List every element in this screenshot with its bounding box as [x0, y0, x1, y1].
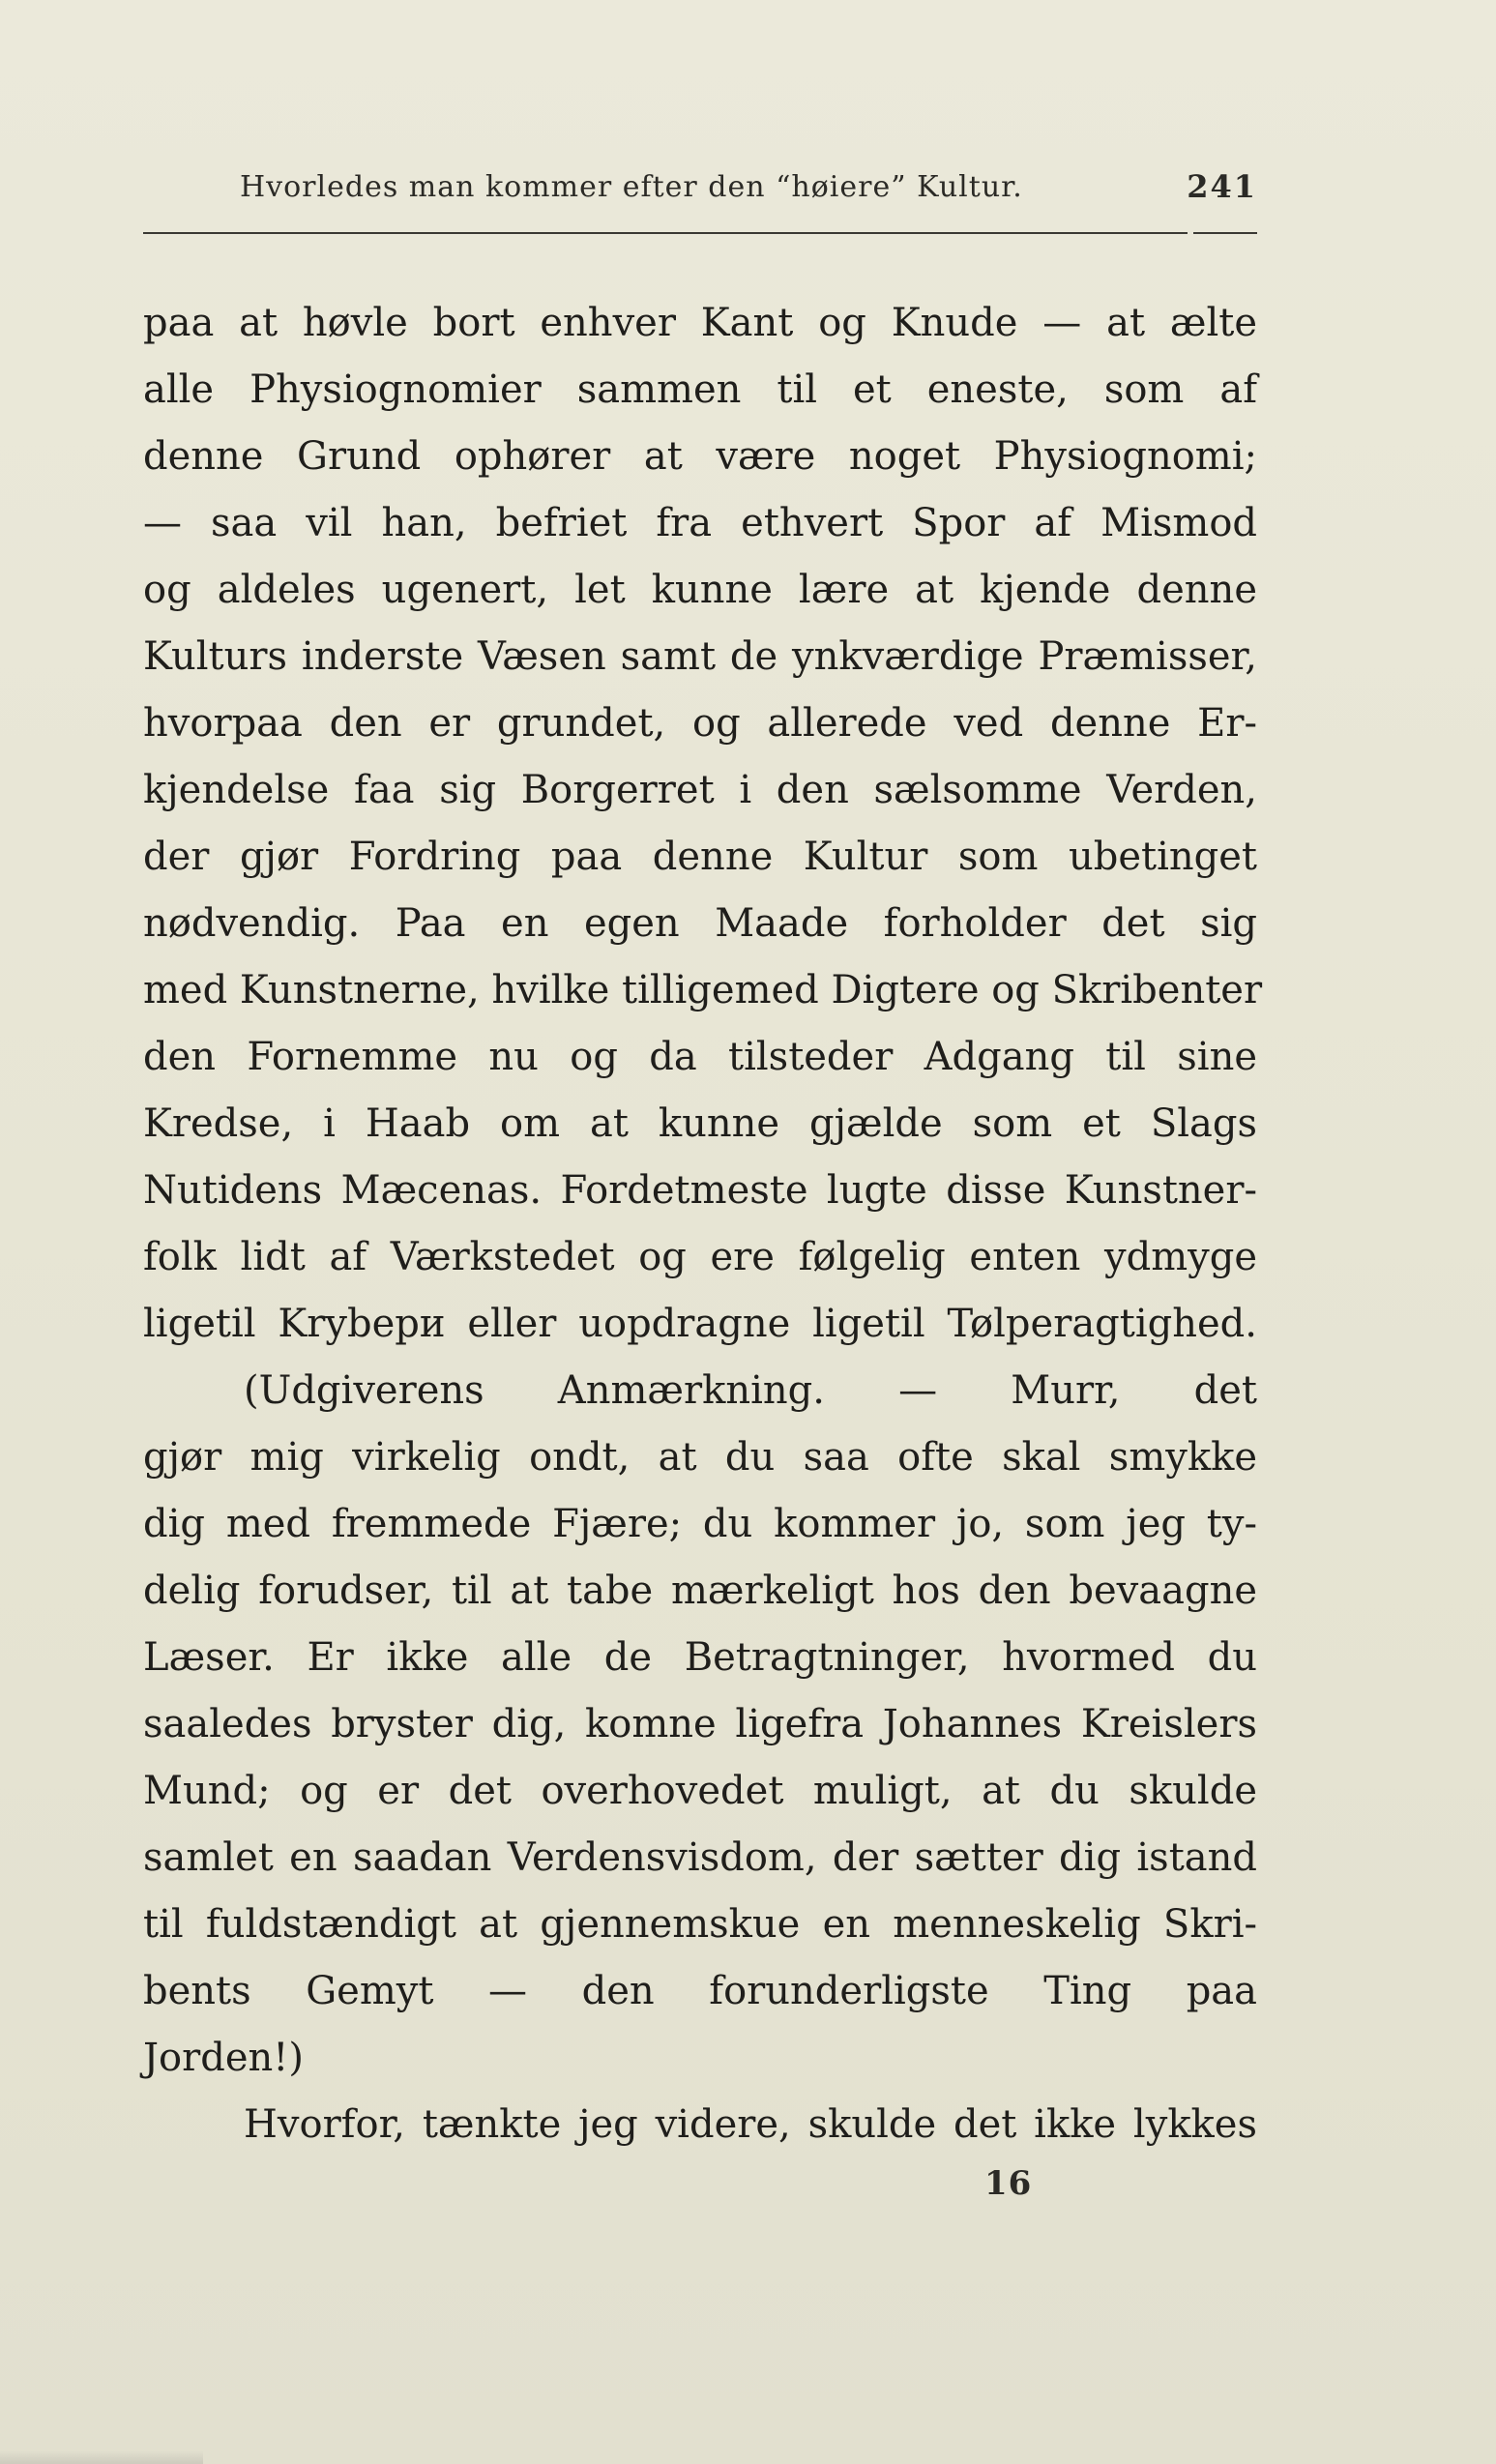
text-line: Hvorfor, tænkte jeg videre, skulde det ikke lykkes: [244, 2102, 1257, 2147]
text-line: denne Grund ophører at være noget Physiognomi;: [143, 434, 1257, 479]
running-head: [145, 170, 1257, 213]
text-line: Jorden!): [143, 2036, 304, 2080]
text-line: folk lidt af Værkstedet og ere følgelig enten ydmyge: [143, 1235, 1257, 1279]
body-text: [143, 290, 1263, 2158]
header-rule: [143, 232, 1257, 234]
text-line: til fuldstændigt at gjennemskue en menneskelig Skri-: [143, 1902, 1257, 1947]
text-line: hvorpaa den er grundet, og allerede ved denne Er-: [143, 701, 1257, 746]
text-line: Mund; og er det overhovedet muligt, at du skulde: [143, 1769, 1257, 1813]
text-line: dig med fremmede Fjære; du kommer jo, som jeg ty-: [143, 1502, 1257, 1546]
header-rule-gap: [1188, 231, 1193, 235]
running-title: Hvorledes man kommer efter den “høiere” Kultur.: [240, 170, 1023, 204]
text-line: med Kunstnerne, hvilke tilligemed Digtere og Skribenter: [143, 968, 1263, 1012]
text-line: bents Gemyt — den forunderligste Ting paa: [143, 1969, 1257, 2013]
text-line: paa at høvle bort enhver Kant og Knude — at ælte: [143, 301, 1257, 345]
page-edge-shadow: [0, 2450, 203, 2464]
text-line: Nutidens Mæcenas. Fordetmeste lugte disse Kunstner-: [143, 1168, 1257, 1213]
text-line: Kulturs inderste Væsen samt de ynkværdige Præmisser,: [143, 634, 1257, 679]
text-line: gjør mig virkelig ondt, at du saa ofte skal smykke: [143, 1435, 1257, 1480]
text-line: ligetil Krybери eller uopdragne ligetil Tølperagtighed.: [143, 1302, 1257, 1346]
text-line: — saa vil han, befriet fra ethvert Spor af Mismod: [143, 501, 1257, 545]
text-line: saaledes bryster dig, komne ligefra Johannes Kreislers: [143, 1702, 1257, 1746]
text-line: der gjør Fordring paa denne Kultur som ubetinget: [143, 835, 1257, 879]
text-line: den Fornemme nu og da tilsteder Adgang til sine: [143, 1035, 1257, 1079]
text-line: alle Physiognomier sammen til et eneste, som af: [143, 367, 1257, 412]
text-line: (Udgiverens Anmærkning. — Murr, det: [244, 1368, 1257, 1413]
text-line: delig forudser, til at tabe mærkeligt hos den bevaagne: [143, 1569, 1257, 1613]
signature-mark: 16: [984, 2164, 1033, 2203]
text-line: Kredse, i Haab om at kunne gjælde som et Slags: [143, 1101, 1257, 1146]
text-line: og aldeles ugenert, let kunne lære at kjende denne: [143, 568, 1257, 612]
text-line: samlet en saadan Verdensvisdom, der sætter dig istand: [143, 1835, 1257, 1880]
text-line: Læser. Er ikke alle de Betragtninger, hvormed du: [143, 1635, 1257, 1680]
text-line: kjendelse faa sig Borgerret i den sælsomme Verden,: [143, 768, 1257, 812]
text-line: nødvendig. Paa en egen Maade forholder det sig: [143, 901, 1257, 946]
page-number: 241: [1187, 168, 1257, 205]
